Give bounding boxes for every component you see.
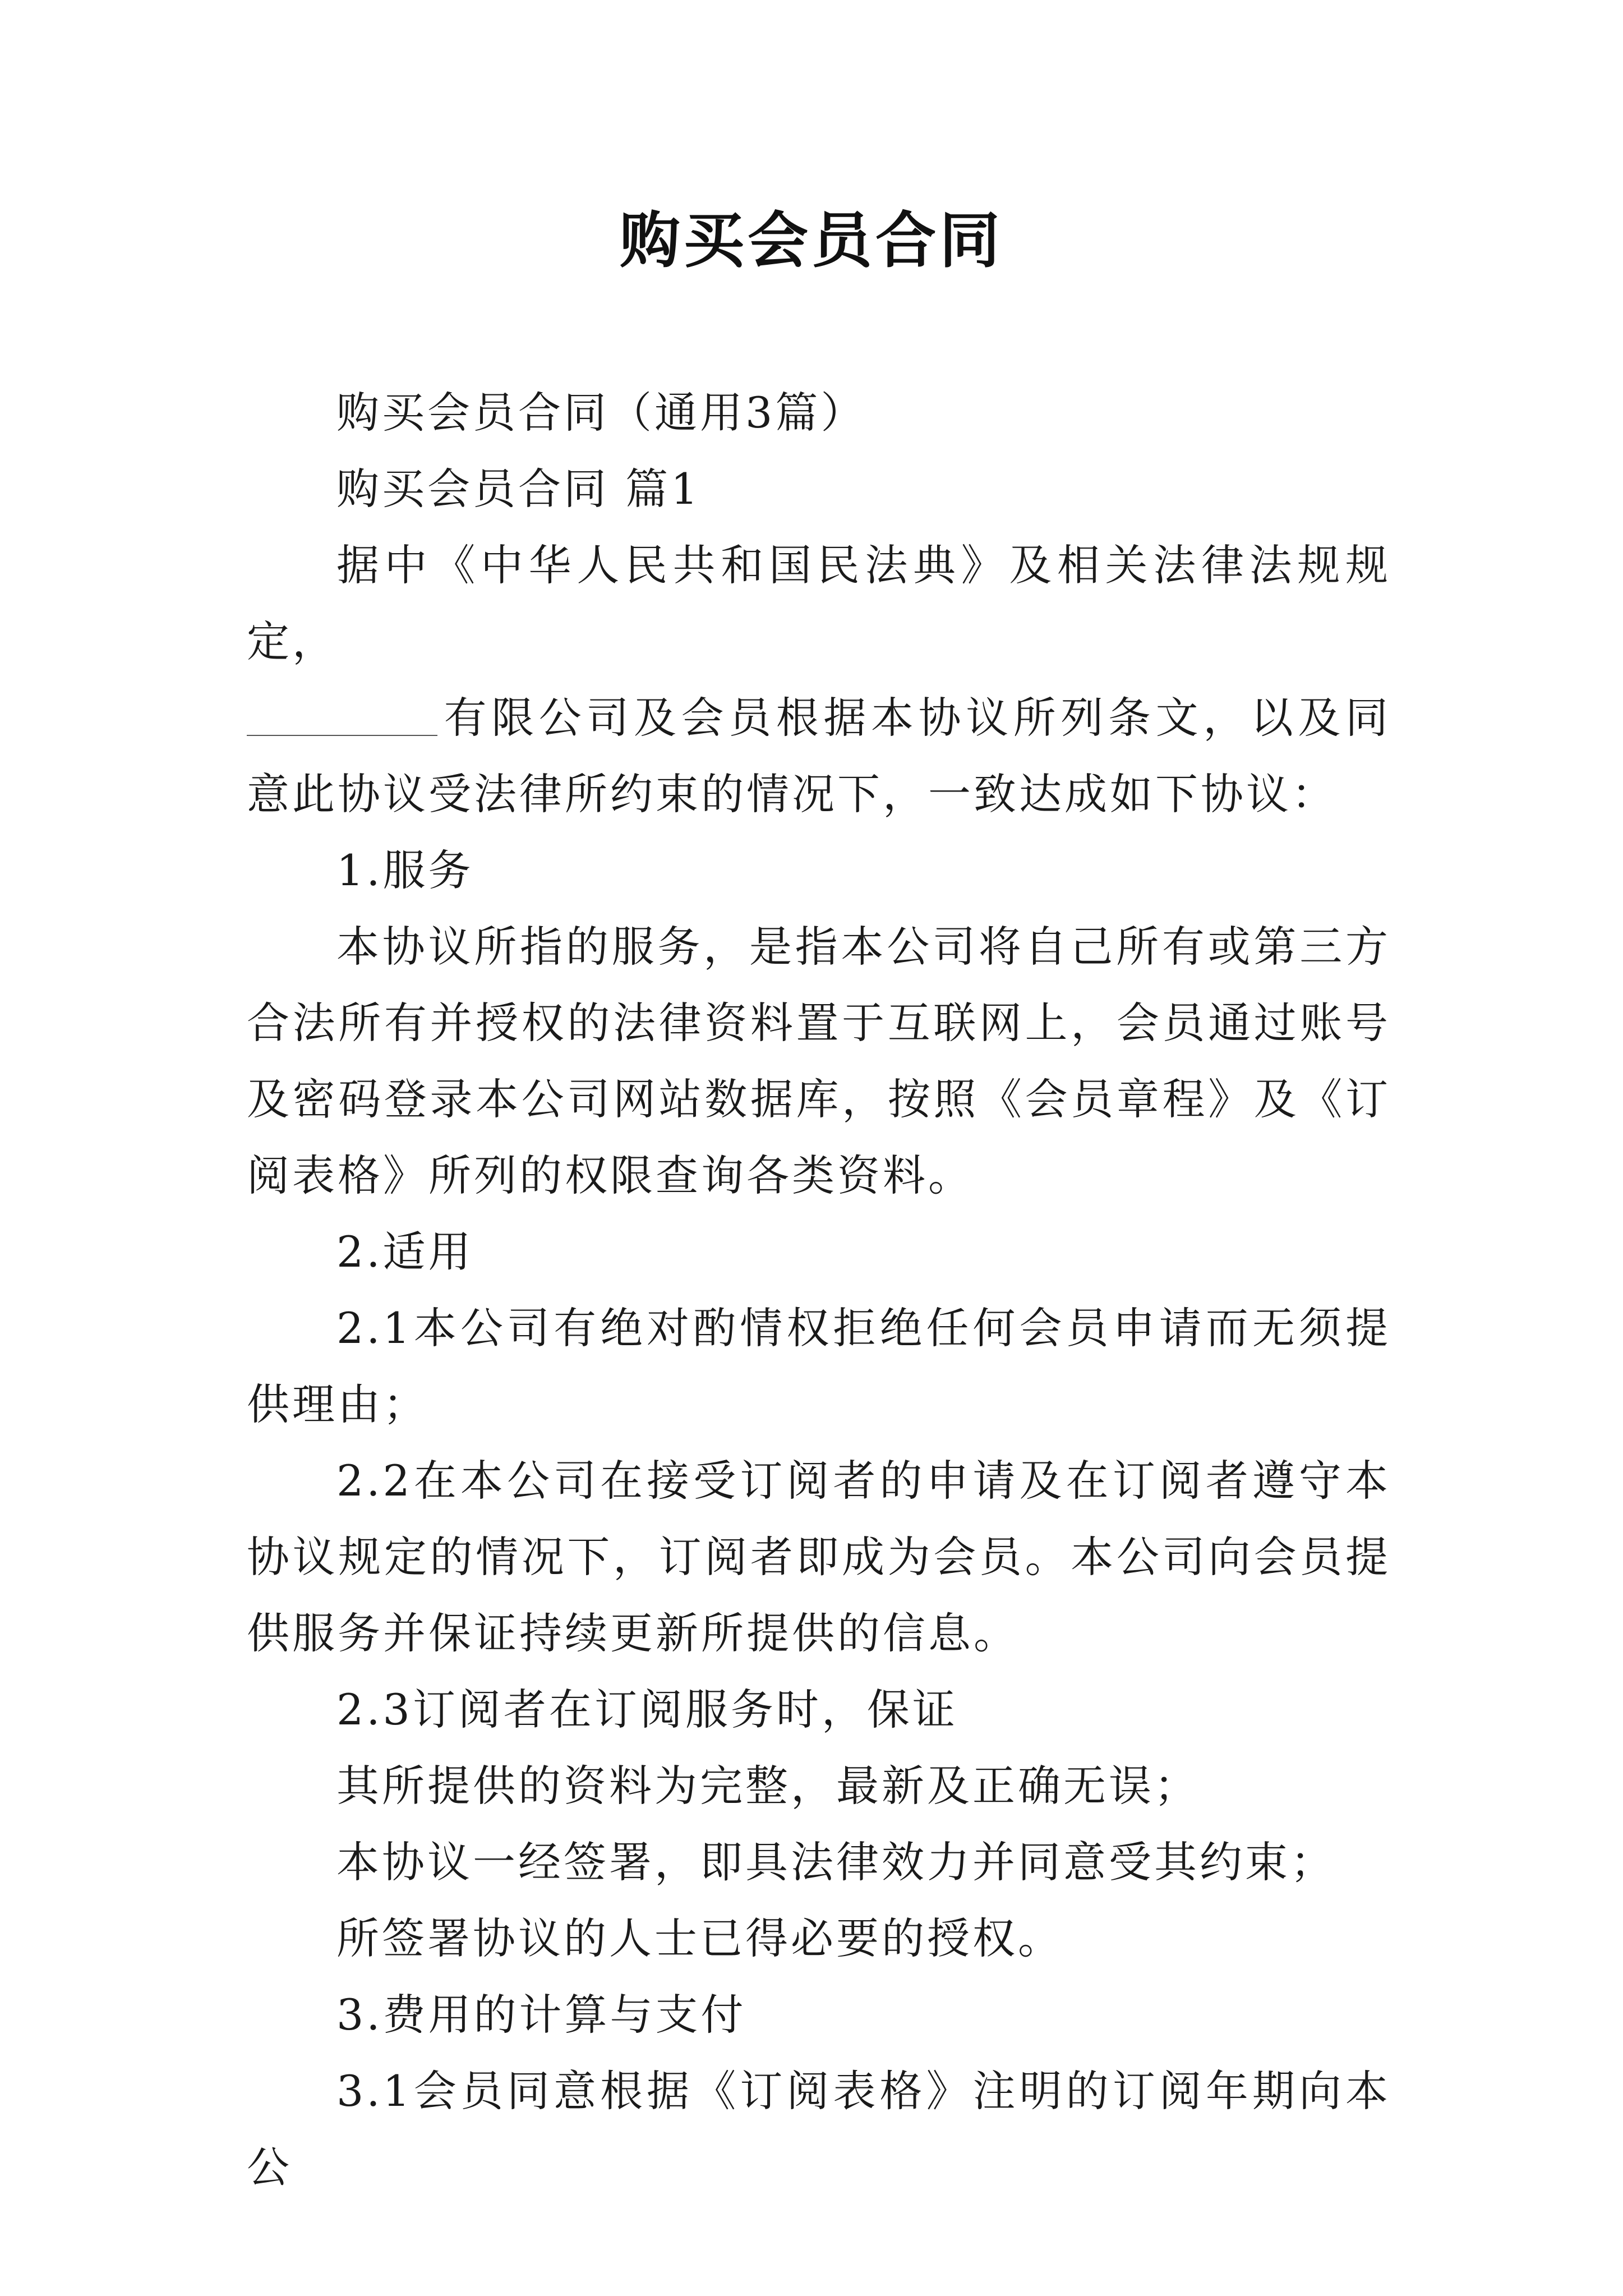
clause-2-2: 2.2在本公司在接受订阅者的申请及在订阅者遵守本协议规定的情况下，订阅者即成为会员。本公司向会员提供服务并保证持续更新所提供的信息。 xyxy=(247,1456,1391,1658)
clause-2-3: 2.3订阅者在订阅服务时，保证 xyxy=(336,1685,958,1734)
blank-fill-line xyxy=(247,690,437,736)
document-title: 购买会员合同 xyxy=(619,206,1003,276)
clause-2-1: 2.1本公司有绝对酌情权拒绝任何会员申请而无须提供理由； xyxy=(247,1303,1391,1429)
clause-1-body: 本协议所指的服务，是指本公司将自己所有或第三方合法所有并授权的法律资料置于互联网上，会员通过账号及密码登录本公司网站数据库，按照《会员章程》及《订阅表格》所列的权限查询各类资料。 xyxy=(247,922,1391,1200)
intro-line-1: 据中《中华人民共和国民法典》及相关法律法规规定， xyxy=(247,540,1391,666)
clause-2-3-item-c: 所签署协议的人士已得必要的授权。 xyxy=(336,1913,1063,1963)
clause-2-3-item-a: 其所提供的资料为完整，最新及正确无误； xyxy=(336,1761,1200,1811)
clause-2-3-item-b: 本协议一经签署，即具法律效力并同意受其约束； xyxy=(336,1837,1336,1887)
document-body xyxy=(247,375,1391,2206)
document-subtitle: 购买会员合同（通用3篇） xyxy=(336,388,866,438)
intro-line-2-text: 有限公司及会员根据本协议所列条文，以及同意此协议受法律所约束的情况下，一致达成如下协议： xyxy=(247,693,1391,819)
clause-3-heading: 3.费用的计算与支付 xyxy=(336,1990,746,2040)
clause-3-1: 3.1会员同意根据《订阅表格》注明的订阅年期向本公 xyxy=(247,2066,1391,2192)
section-heading: 购买会员合同 篇1 xyxy=(336,464,701,514)
intro-line-2 xyxy=(247,680,1391,832)
clause-1-heading: 1.服务 xyxy=(336,845,474,895)
clause-2-heading: 2.适用 xyxy=(336,1227,474,1277)
